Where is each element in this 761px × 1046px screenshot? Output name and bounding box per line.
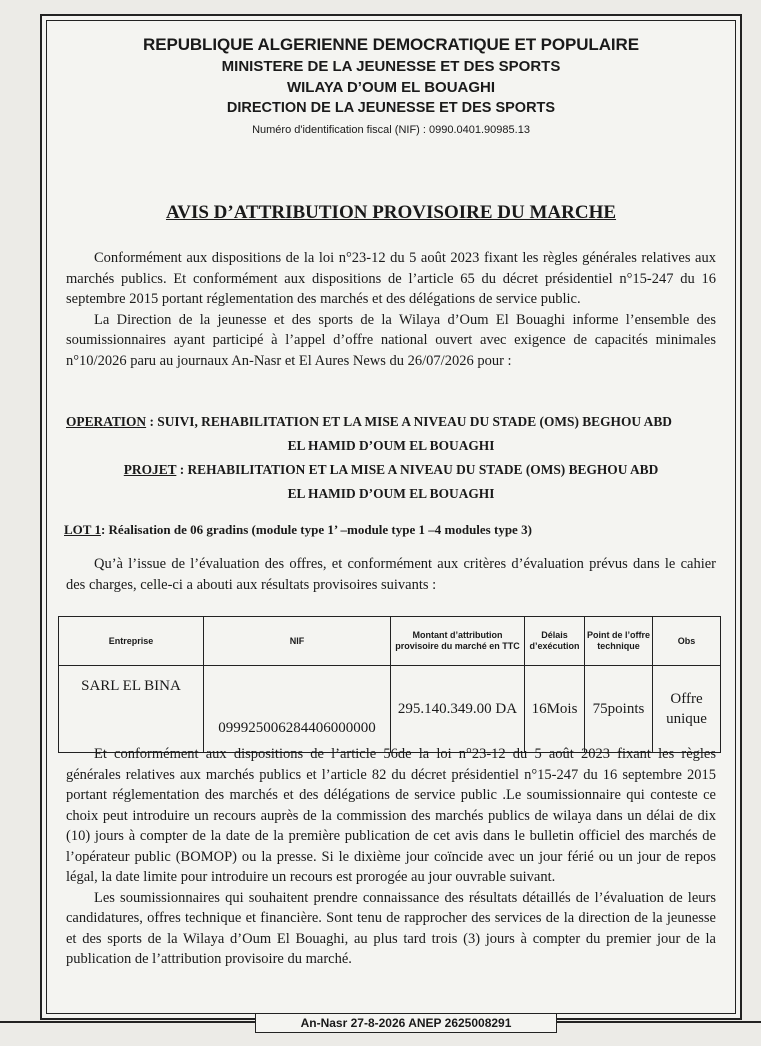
- cell-entreprise: SARL EL BINA: [59, 666, 204, 753]
- header-delais: Délais d’exécution: [525, 617, 585, 666]
- cell-montant: 295.140.349.00 DA: [391, 666, 525, 753]
- intro-section: [66, 248, 716, 371]
- notice-frame: [40, 14, 742, 1020]
- publication-reference: An-Nasr 27-8-2026 ANEP 2625008291: [255, 1013, 557, 1033]
- outro-paragraph-1: Et conformément aux dispositions de l’article 56de la loi n°23-12 du 5 août 2023 fixant les règles générales relatives aux marchés publics et l’article 82 du décret présidentiel n°15-247 du 16 septembre 2015 portant réglementation des marchés et des délégations de service public .Le soumissionnaire qui conteste ce choix peut introduire un recours auprès de la commission des marchés publics de wilaya dans un délai de dix (10) jours à compter de la date de la première publication de cet avis dans le bulletin officiel des marchés de l’opérateur public (BOMOP) ou la presse. Si le dixième jour coïncide avec un jour férié ou un jour de repos légal, la date limite pour introduire un recours est prorogée au jour ouvrable suivant.: [66, 746, 716, 885]
- evaluation-section: [66, 554, 716, 595]
- header-point: Point de l’offre technique: [585, 617, 653, 666]
- intro-paragraph-1: Conformément aux dispositions de la loi n°23-12 du 5 août 2023 fixant les règles générales relatives aux marchés publics. Et conformément aux dispositions de l’article 65 du décret présidentiel n°15-247 du 16 septembre 2015 portant réglementation des marchés et des délégations de service public.: [66, 250, 716, 307]
- lot-text: : Réalisation de 06 gradins (module type 1’ –module type 1 –4 modules type 3): [100, 522, 532, 537]
- wilaya-heading: WILAYA D’OUM EL BOUAGHI: [286, 79, 496, 96]
- header-montant: Montant d’attribution provisoire du marché en TTC: [391, 617, 525, 666]
- fiscal-id: Numéro d'identification fiscal (NIF) : 0990.0401.90985.13: [252, 124, 530, 136]
- projet-label: PROJET: [123, 462, 177, 477]
- cell-delais: 16Mois: [525, 666, 585, 753]
- projet-text-2: EL HAMID D’OUM EL BOUAGHI: [287, 486, 495, 501]
- operation-text-2: EL HAMID D’OUM EL BOUAGHI: [287, 438, 495, 453]
- ministry-heading: MINISTERE DE LA JEUNESSE ET DES SPORTS: [221, 58, 561, 75]
- projet-block: [66, 458, 716, 506]
- outro-paragraph-2: Les soumissionnaires qui souhaitent prendre connaissance des résultats détaillés de l’évaluation de leurs candidatures, offres technique et financière. Sont tenu de rapprocher des services de la direction de la jeunesse et des sports de la Wilaya d’Oum El Bouaghi, au plus tard trois (3) jours à compter du premier jour de la publication de l’attribution provisoire du marché.: [66, 889, 716, 967]
- table-header-row: [59, 617, 721, 666]
- operation-block: [66, 410, 716, 458]
- intro-paragraph-2: La Direction de la jeunesse et des sports de la Wilaya d’Oum El Bouaghi informe l’ensemble des soumissionnaires ayant participé à l’appel d’offre national ouvert avec exigence de capacités minimales n°10/2026 paru au journaux An-Nasr et El Aures News du 26/07/2026 pour :: [66, 311, 716, 369]
- table-row: [59, 666, 721, 753]
- republic-heading: REPUBLIQUE ALGERIENNE DEMOCRATIQUE ET POPULAIRE: [143, 35, 639, 54]
- lot-line: [64, 522, 532, 538]
- operation-text-1: : SUIVI, REHABILITATION ET LA MISE A NIVEAU DU STADE (OMS) BEGHOU ABD: [146, 414, 672, 429]
- notice-title: AVIS D’ATTRIBUTION PROVISOIRE DU MARCHE: [165, 202, 617, 223]
- projet-text-1: : REHABILITATION ET LA MISE A NIVEAU DU STADE (OMS) BEGHOU ABD: [176, 462, 659, 477]
- cell-obs: Offre unique: [653, 666, 721, 753]
- header-entreprise: Entreprise: [59, 617, 204, 666]
- cell-nif: 099925006284406000000: [204, 666, 391, 753]
- header-obs: Obs: [653, 617, 721, 666]
- evaluation-paragraph: Qu’à l’issue de l’évaluation des offres, et conformément aux critères d’évaluation prévus dans le cahier des charges, celle-ci a abouti aux résultats provisoires suivants :: [66, 556, 716, 593]
- lot-label: LOT 1: [64, 522, 101, 537]
- letterhead: [42, 34, 740, 141]
- results-table: [58, 616, 721, 753]
- cell-point: 75points: [585, 666, 653, 753]
- header-nif: NIF: [204, 617, 391, 666]
- direction-heading: DIRECTION DE LA JEUNESSE ET DES SPORTS: [226, 100, 556, 116]
- outro-section: [66, 744, 716, 970]
- operation-label: OPERATION: [66, 414, 147, 429]
